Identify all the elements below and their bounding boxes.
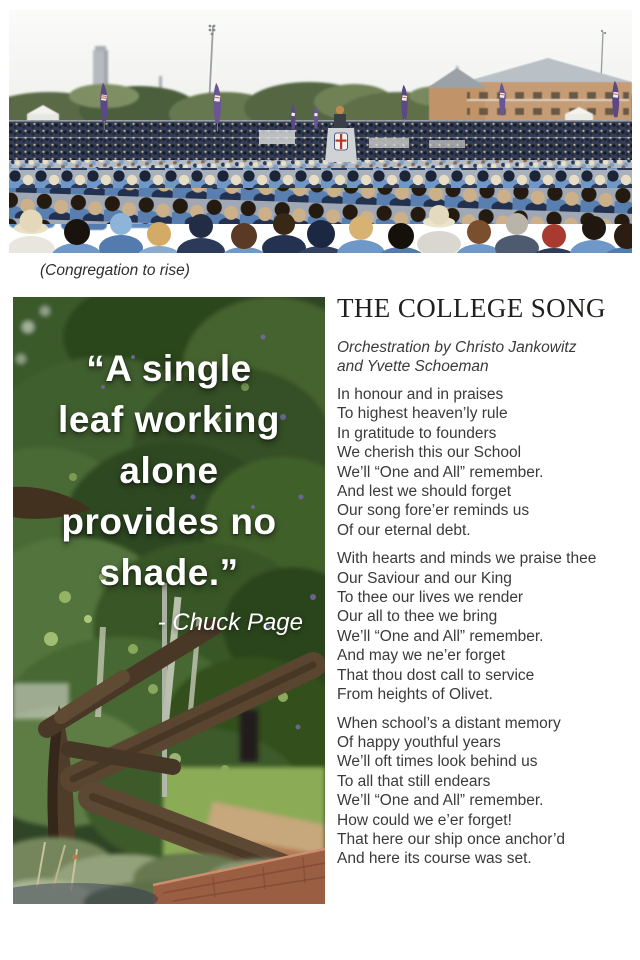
verse-line: With hearts and minds we praise thee <box>337 550 597 568</box>
song-verse-3 <box>337 714 633 869</box>
verse-line: In gratitude to founders <box>337 424 497 442</box>
congregation-caption: (Congregation to rise) <box>40 262 190 279</box>
quote-photo <box>13 297 325 904</box>
quote-text <box>13 343 325 598</box>
quote-line: “A single <box>86 348 252 389</box>
verse-line: We’ll oft times look behind us <box>337 753 538 771</box>
quote-line: provides no <box>61 501 277 542</box>
verse-line: We’ll “One and All” remember. <box>337 463 544 481</box>
verse-line: Our all to thee we bring <box>337 608 498 626</box>
verse-line: That thou dost call to service <box>337 666 535 684</box>
college-song-section <box>337 293 633 869</box>
verse-line: That here our ship once anchor’d <box>337 830 566 848</box>
quote-line: shade.” <box>99 552 239 593</box>
verse-line: And may we ne’er forget <box>337 647 506 665</box>
verse-line: We cherish this our School <box>337 444 522 462</box>
speaker <box>336 106 344 114</box>
verse-line: Our Saviour and our King <box>337 569 512 587</box>
verse-line: Our song fore’er reminds us <box>337 502 530 520</box>
verse-line: To thee our lives we render <box>337 589 524 607</box>
verse-line: From heights of Olivet. <box>337 686 493 704</box>
verse-line: We’ll “One and All” remember. <box>337 627 544 645</box>
quote-line: leaf working <box>58 399 280 440</box>
assembly-photo <box>9 10 632 253</box>
student-stands <box>9 120 632 164</box>
verse-line: Of our eternal debt. <box>337 521 471 539</box>
quote-attribution: - Chuck Page <box>157 609 303 636</box>
verse-line: We’ll “One and All” remember. <box>337 792 544 810</box>
quote-line: alone <box>119 450 219 491</box>
song-verse-1 <box>337 385 633 540</box>
crowd-row <box>9 188 632 224</box>
verse-line: When school’s a distant memory <box>337 714 561 732</box>
song-title: THE COLLEGE SONG <box>337 293 606 323</box>
verse-line: And lest we should forget <box>337 483 512 501</box>
verse-line: Of happy youthful years <box>337 733 501 751</box>
school-crest <box>335 133 348 150</box>
verse-line: How could we e’er forget! <box>337 811 512 829</box>
credit-line: Orchestration by Christo Jankowitz <box>337 339 577 356</box>
credit-line: and Yvette Schoeman <box>337 358 489 375</box>
song-verse-2 <box>337 549 633 704</box>
verse-line: To highest heaven’ly rule <box>337 405 508 423</box>
verse-line: And here its course was set. <box>337 850 532 868</box>
song-credit <box>337 338 633 376</box>
verse-line: In honour and in praises <box>337 386 504 403</box>
verse-line: To all that still endears <box>337 772 491 790</box>
